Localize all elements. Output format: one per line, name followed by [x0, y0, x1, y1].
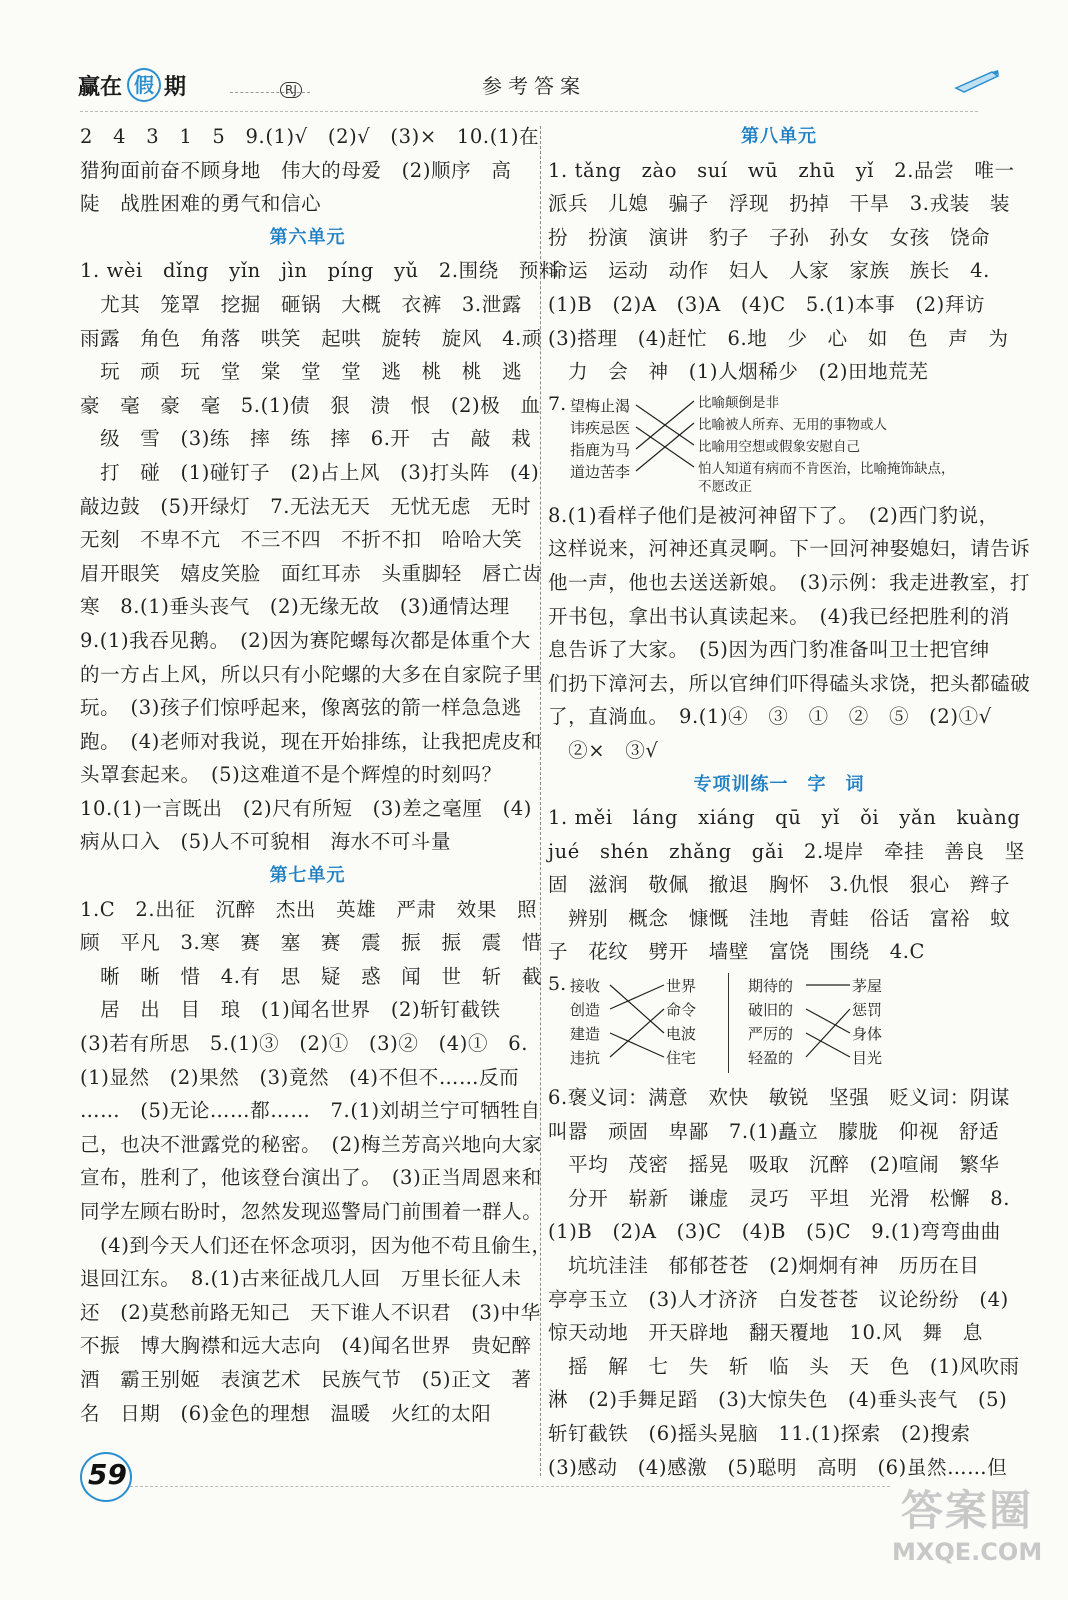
answer-line: 力 会 神 (1)人烟稀少 (2)田地荒芜: [548, 360, 929, 384]
answer-line: (1)B (2)A (3)C (4)B (5)C 9.(1)弯弯曲曲: [548, 1220, 1001, 1244]
match-line: [806, 1033, 850, 1057]
pen-icon: [952, 66, 1002, 94]
answer-line: 猎狗面前奋不顾身地 伟大的母爱 (2)顺序 高: [80, 158, 512, 182]
answer-line: 级 雪 (3)练 摔 练 摔 6.开 古 敲 栽: [80, 427, 532, 451]
match-word: 住宅: [666, 1049, 697, 1068]
match-line: [610, 985, 664, 1009]
answer-line: 淋 (2)手舞足蹈 (3)大惊失色 (4)垂头丧气 (5): [548, 1388, 1008, 1412]
answer-line: 跑。 (4)老师对我说，现在开始排练，让我把虎皮和: [80, 729, 542, 753]
answer-line: 寒 8.(1)垂头丧气 (2)无缘无故 (3)通情达理: [80, 595, 510, 619]
answer-line: 1. wèi dǐng yǐn jìn píng yǔ 2.围绕 预料: [80, 259, 560, 283]
answer-line: 玩 顽 玩 堂 棠 堂 堂 逃 桃 桃 逃: [80, 360, 523, 384]
answer-line: (3)若有所思 5.(1)③ (2)① (3)② (4)① 6.: [80, 1032, 529, 1056]
answer-line: 派兵 儿媳 骗子 浮现 扔掉 干旱 3.戎装 装: [548, 192, 1011, 216]
page-number: 59: [88, 1458, 127, 1491]
match-word: 世界: [666, 977, 697, 996]
match-line: [636, 401, 694, 449]
answer-line: 酒 霸王别姬 表演艺术 民族气节 (5)正文 著: [80, 1367, 532, 1391]
answer-line: 9.(1)我吞见鹅。 (2)因为赛陀螺每次都是体重个大: [80, 628, 531, 652]
match-word: 电波: [666, 1025, 697, 1044]
match-word: 创造: [570, 1001, 601, 1020]
answer-line: (3)搭理 (4)赶忙 6.地 少 心 如 色 声 为: [548, 326, 1009, 350]
match-word: 违抗: [570, 1049, 601, 1068]
match-line: [806, 1009, 850, 1033]
idiom-left: 讳疾忌医: [570, 418, 631, 437]
question-number: 5.: [548, 973, 567, 996]
question-number: 7.: [548, 392, 567, 415]
match-word: 命令: [666, 1001, 697, 1020]
idiom-matching: [548, 389, 1010, 499]
matching-lines: [548, 969, 888, 1081]
match-line: [610, 1033, 664, 1057]
answer-line: 雨露 角色 角落 哄笑 起哄 旋转 旋风 4.顽: [80, 326, 543, 350]
answer-line: 2 4 3 1 5 9.(1)√ (2)√ (3)× 10.(1)在: [80, 125, 540, 148]
answer-line: 分开 崭新 谦虚 灵巧 平坦 光滑 松懈 8.: [548, 1186, 1011, 1210]
answer-line: 玩。 (3)孩子们惊呼起来，像离弦的箭一样急急逃: [80, 696, 522, 720]
match-word: 茅屋: [852, 977, 883, 996]
idiom-left: 道边苦李: [570, 462, 631, 481]
answer-line: 的一方占上风，所以只有小陀螺的大多在自家院子里: [80, 662, 543, 686]
answer-line: 惊天动地 开天辟地 翻天覆地 10.风 舞 息: [548, 1321, 983, 1345]
footer-rule: [130, 1486, 890, 1487]
answer-line: 居 出 目 琅 (1)闻名世界 (2)斩钉截铁: [80, 998, 501, 1022]
match-line: [806, 1009, 850, 1057]
answer-line: 扮 扮演 演讲 豹子 子孙 孙女 女孩 饶命: [548, 225, 991, 249]
answer-line: 们扔下漳河去，所以官绅们吓得磕头求饶，把头都磕破: [548, 671, 1031, 695]
answer-column-left: [80, 120, 560, 1430]
answer-line: (3)感动 (4)感激 (5)聪明 高明 (6)虽然……但: [548, 1455, 1008, 1479]
answer-line: 叫嚣 顽固 卑鄙 7.(1)矗立 朦胧 仰视 舒适: [548, 1119, 1000, 1143]
word-matching: [548, 969, 1010, 1081]
answer-line: (1)显然 (2)果然 (3)竟然 (4)不但不……反而: [80, 1065, 520, 1089]
answer-line: 病从口入 (5)人不可貌相 海水不可斗量: [80, 830, 452, 854]
section-heading: 第六单元: [269, 226, 346, 248]
answer-line: ②× ③√: [548, 738, 659, 762]
answer-line: 豪 毫 豪 毫 5.(1)债 狠 溃 恨 (2)极 血: [80, 393, 541, 417]
match-line: [610, 1009, 664, 1057]
answer-line: 亭亭玉立 (3)人才济济 白发苍苍 议论纷纷 (4): [548, 1287, 1009, 1311]
logo-text-3: 期: [164, 74, 187, 100]
answer-line: 坑坑洼洼 郁郁苍苍 (2)炯炯有神 历历在目: [548, 1254, 980, 1278]
meaning-right: 比喻颠倒是非: [698, 394, 779, 411]
logo-text-1: 赢在: [78, 74, 123, 100]
answer-line: 平均 茂密 摇晃 吸取 沉醉 (2)喧闹 繁华: [548, 1153, 1000, 1177]
answer-line: 退回江东。 8.(1)古来征战几人回 万里长征人未: [80, 1267, 522, 1291]
header-rule: [80, 111, 978, 112]
match-word: 轻盈的: [748, 1049, 794, 1068]
idiom-left: 望梅止渴: [570, 396, 631, 415]
answer-line: 无刻 不卑不亢 不三不四 不折不扣 哈哈大笑: [80, 528, 523, 552]
answer-line: 陡 战胜困难的勇气和信心: [80, 192, 322, 216]
meaning-right: 不愿改正: [698, 478, 752, 495]
site-watermark: [892, 1478, 1042, 1578]
answer-line: 1. měi láng xiáng qū yǐ ǒi yǎn kuàng: [548, 806, 1021, 830]
answer-column-right: [548, 120, 1031, 1484]
answer-line: 打 碰 (1)碰钉子 (2)占上风 (3)打头阵 (4): [80, 460, 540, 484]
answer-line: 不振 博大胸襟和远大志向 (4)闻名世界 贵妃醉: [80, 1334, 532, 1358]
answer-line: 眉开眼笑 嬉皮笑脸 面红耳赤 头重脚轻 唇亡齿: [80, 561, 543, 585]
answer-line: 10.(1)一言既出 (2)尺有所短 (3)差之毫厘 (4): [80, 796, 532, 820]
page-title: 参考答案: [482, 74, 586, 98]
answer-line: …… (5)无论……都…… 7.(1)刘胡兰宁可牺牲自: [80, 1099, 541, 1123]
answer-line: 息告诉了大家。 (5)因为西门豹准备叫卫士把官绅: [548, 638, 990, 662]
answer-line: 宣布，胜利了，他该登台演出了。 (3)正当周恩来和: [80, 1166, 542, 1190]
answer-line: (4)到今天人们还在怀念项羽，因为他不苟且偷生，: [80, 1233, 552, 1257]
watermark-title: 答案圈: [900, 1486, 1033, 1535]
section-heading: 第八单元: [741, 126, 817, 147]
answer-line: 1.C 2.出征 沉醉 杰出 英雄 严肃 效果 照: [80, 897, 538, 921]
answer-line: 头罩套起来。 (5)这难道不是个辉煌的时刻吗？: [80, 763, 502, 787]
match-word: 建造: [570, 1025, 601, 1044]
match-word: 接收: [570, 977, 601, 996]
matching-lines: [548, 389, 708, 499]
answer-line: 敲边鼓 (5)开绿灯 7.无法无天 无忧无虑 无时: [80, 494, 532, 518]
answer-line: 己，也决不泄露党的秘密。 (2)梅兰芳高兴地向大家: [80, 1132, 542, 1156]
meaning-right: 怕人知道有病而不肯医治，比喻掩饰缺点，: [698, 460, 955, 477]
answer-line: jué shén zhǎng gǎi 2.堤岸 牵挂 善良 坚: [548, 839, 1025, 863]
logo-text-2: 假: [127, 68, 161, 102]
answer-line: 固 滋润 敬佩 撤退 胸怀 3.仇恨 狠心 辫子: [548, 873, 1011, 897]
answer-line: 同学左顾右盼时，忽然发现巡警局门前围着一群人。: [80, 1200, 543, 1223]
answer-line: 命运 运动 动作 妇人 人家 家族 族长 4.: [548, 259, 990, 283]
meaning-right: 比喻用空想或假象安慰自己: [698, 438, 860, 455]
edition-badge: RJ: [280, 82, 302, 98]
idiom-left: 指鹿为马: [570, 440, 631, 459]
match-line: [610, 985, 664, 1033]
match-word: 严厉的: [748, 1025, 794, 1044]
match-word: 破旧的: [748, 1001, 794, 1020]
answer-line: 8.(1)看样子他们是被河神留下了。 (2)西门豹说，: [548, 503, 999, 527]
match-word: 身体: [852, 1025, 883, 1044]
match-word: 目光: [852, 1049, 883, 1068]
answer-line: 1. tǎng zào suí wū zhū yǐ 2.品尝 唯一: [548, 158, 1015, 182]
match-line: [636, 423, 694, 471]
answer-line: 顾 平凡 3.寒 赛 塞 赛 震 振 振 震 惜: [80, 931, 543, 955]
meaning-right: 比喻被人所弃、无用的事物或人: [698, 416, 887, 433]
section-heading: 第七单元: [269, 865, 346, 887]
answer-line: 还 (2)莫愁前路无知己 天下谁人不识君 (3)中华: [80, 1300, 541, 1324]
answer-line: 他一声，他也去送送新娘。 (3)示例：我走进教室，打: [548, 570, 1030, 594]
answer-line: 开书包，拿出书认真读起来。 (4)我已经把胜利的消: [548, 604, 1010, 628]
answer-line: 斩钉截铁 (6)摇头晃脑 11.(1)探索 (2)搜索: [548, 1422, 971, 1445]
answer-line: 尤其 笼罩 挖掘 砸锅 大概 衣裤 3.泄露: [80, 292, 522, 316]
match-word: 期待的: [748, 977, 794, 996]
answer-line: 摇 解 七 失 斩 临 头 天 色 (1)风吹雨: [548, 1354, 1020, 1378]
answer-line: 了，直淌血。 9.(1)④ ③ ① ② ⑤ (2)①√: [548, 705, 992, 729]
answer-line: 晰 晰 惜 4.有 思 疑 惑 闻 世 斩 截: [80, 964, 543, 988]
answer-line: 名 日期 (6)金色的理想 温暖 火红的太阳: [80, 1401, 492, 1425]
answer-line: 辨别 概念 慷慨 洼地 青蛙 俗话 富裕 蚊: [548, 906, 1011, 930]
answer-line: 6.褒义词：满意 欢快 敏锐 坚强 贬义词：阴谋: [548, 1086, 1011, 1110]
answer-line: (1)B (2)A (3)A (4)C 5.(1)本事 (2)拜访: [548, 292, 986, 316]
answer-line: 这样说来，河神还真灵啊。下一回河神娶媳妇，请告诉: [548, 537, 1031, 561]
section-heading: 专项训练一 字 词: [693, 773, 865, 795]
match-word: 惩罚: [852, 1001, 883, 1020]
watermark-url: MXQE.COM: [892, 1538, 1043, 1566]
page-header: [0, 0, 1068, 118]
answer-line: 子 花纹 劈开 墙壁 富饶 围绕 4.C: [548, 940, 926, 964]
